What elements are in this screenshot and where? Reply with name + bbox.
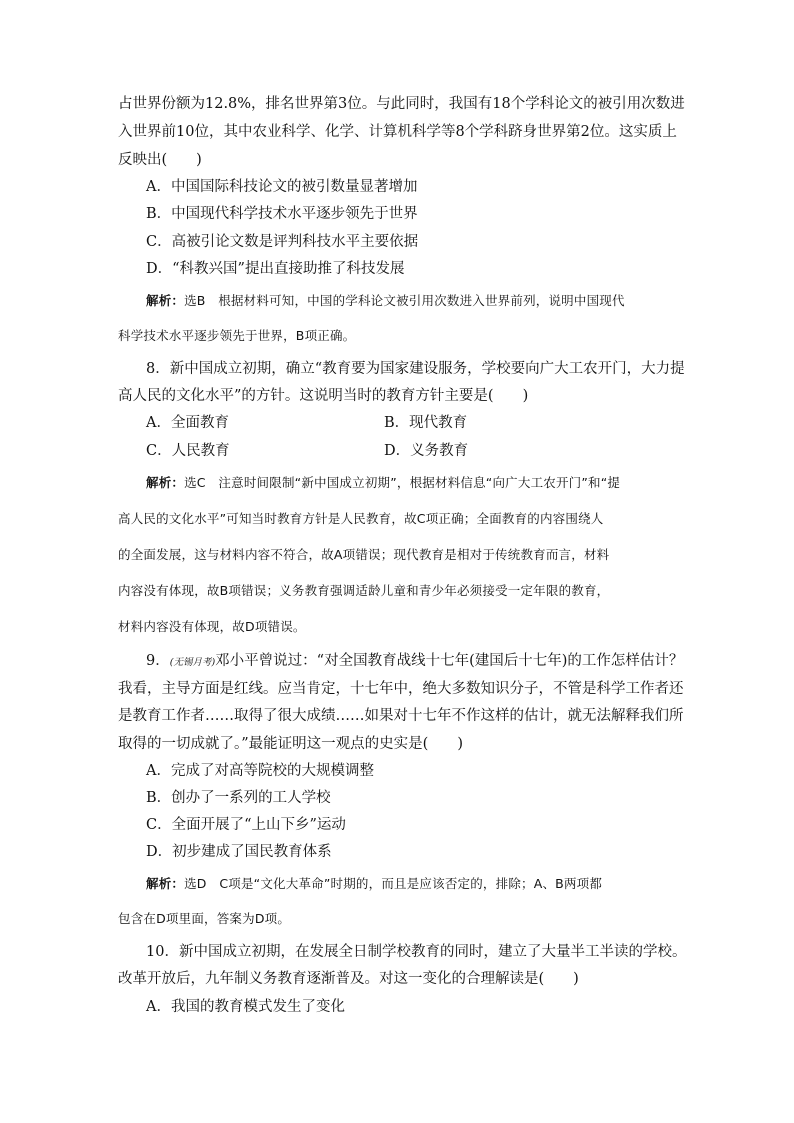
q7-analysis-text-1: 选B 根据材料可知，中国的学科论文被引用次数进入世界前列，说明中国现代 [184,293,625,308]
q9-analysis-line-1 [146,874,706,894]
q9-number: 9． [146,653,170,669]
q7-stem-line-2: 入世界前10位，其中农业科学、化学、计算机科学等8个学科跻身世界第2位。这实质上 [118,124,677,140]
q9-stem-line-4: 取得的一切成就了。”最能证明这一观点的史实是( ) [118,736,463,752]
q8-analysis-text-1: 选C 注意时间限制“新中国成立初期”，根据材料信息“向广大工农开门”和“提 [184,475,621,490]
q9-stem-line-3: 是教育工作者……取得了很大成绩……如果对十七年不作这样的估计，就无法解释我们所 [118,708,684,724]
q9-analysis-line-2: 包含在D项里面，答案为D项。 [118,911,291,926]
q9-stem-text-1: 邓小平曾说过：“对全国教育战线十七年(建国后十七年)的工作怎样估计？ [215,653,684,669]
q7-stem-line-1: 占世界份额为12.8%，排名世界第3位。与此同时，我国有18个学科论文的被引用次数进 [118,96,685,112]
q9-option-c: C．全面开展了“上山下乡”运动 [146,817,346,833]
q7-option-d: D．“科教兴国”提出直接助推了科技发展 [146,261,405,277]
q7-analysis-line-2: 科学技术水平逐步领先于世界，B项正确。 [118,328,356,343]
q9-stem-line-1 [146,651,706,673]
q9-option-a: A．完成了对高等院校的大规模调整 [146,763,374,779]
q8-analysis-line-5: 材料内容没有体现，故D项错误。 [118,619,306,634]
q8-analysis-line-2: 高人民的文化水平”可知当时教育方针是人民教育，故C项正确；全面教育的内容围绕人 [118,511,604,526]
q8-option-a: A．全面教育 [146,415,229,431]
q7-analysis-line-1 [146,291,706,311]
q7-stem-line-3: 反映出( ) [118,152,202,168]
q9-analysis-text-1: 选D C项是“文化大革命”时期的，而且是应该否定的，排除；A、B两项都 [184,876,603,891]
q8-analysis-line-3: 的全面发展，这与材料内容不符合，故A项错误；现代教育是相对于传统教育而言，材料 [118,547,610,562]
q7-option-a: A．中国国际科技论文的被引数量显著增加 [146,179,418,195]
q8-option-c: C．人民教育 [146,443,230,459]
q9-option-b: B．创办了一系列的工人学校 [146,790,331,806]
q10-stem-line-2: 改革开放后，九年制义务教育逐渐普及。对这一变化的合理解读是( ) [118,971,579,987]
q7-option-b: B．中国现代科学技术水平逐步领先于世界 [146,206,418,222]
q9-source-tag: (无锡月考) [169,657,216,668]
q10-stem-line-1: 10．新中国成立初期，在发展全日制学校教育的同时，建立了大量半工半读的学校。 [146,944,687,960]
q8-analysis-line-1 [146,473,706,493]
q10-option-a: A．我国的教育模式发生了变化 [146,999,345,1015]
q8-stem-line-2: 高人民的文化水平”的方针。这说明当时的教育方针主要是( ) [118,388,529,404]
q9-stem-line-2: 我看，主导方面是红线。应当肯定，十七年中，绝大多数知识分子，不管是科学工作者还 [118,681,684,697]
q8-analysis-label: 解析： [146,475,185,490]
q8-option-d: D．义务教育 [384,443,469,459]
q8-analysis-line-4: 内容没有体现，故B项错误；义务教育强调适龄儿童和青少年必须接受一定年限的教育， [118,583,610,598]
q9-analysis-label: 解析： [146,876,185,891]
q7-option-c: C．高被引论文数是评判科技水平主要依据 [146,234,419,250]
q9-option-d: D．初步建成了国民教育体系 [146,844,332,860]
q8-option-b: B．现代教育 [384,415,468,431]
q7-analysis-label: 解析： [146,293,185,308]
q8-stem-line-1: 8．新中国成立初期，确立“教育要为国家建设服务，学校要向广大工农开门，大力提 [146,361,685,377]
